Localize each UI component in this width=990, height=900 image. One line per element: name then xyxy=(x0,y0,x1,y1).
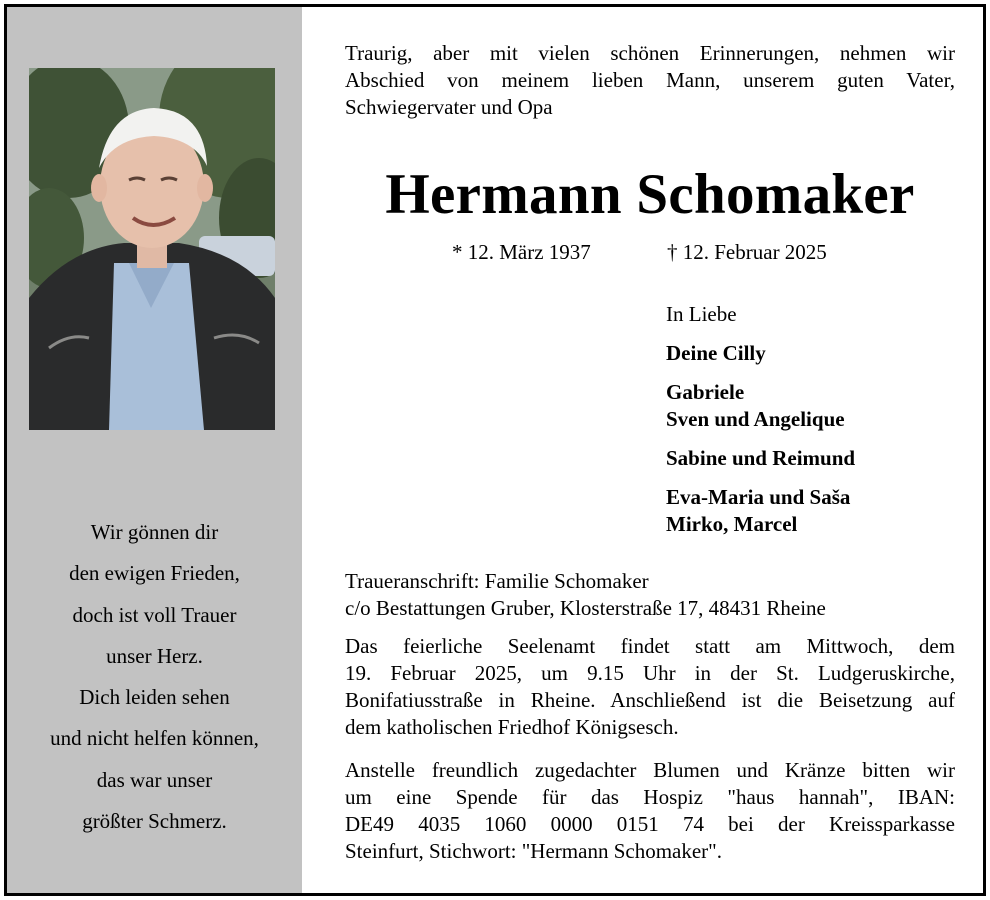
death-date: † 12. Februar 2025 xyxy=(667,240,827,264)
mourners-list xyxy=(666,301,855,550)
intro-line: Abschied von meinem lieben Mann, unserem guten Vater, xyxy=(345,68,955,92)
donation-line: Steinfurt, Stichwort: "Hermann Schomaker". xyxy=(345,839,722,863)
service-line: dem katholischen Friedhof Königsesch. xyxy=(345,715,679,739)
donation-line: um eine Spende für das Hospiz "haus hannah", IBAN: xyxy=(345,785,955,809)
address-line: Traueranschrift: Familie Schomaker xyxy=(345,569,649,593)
mourner-name: Gabriele xyxy=(666,380,745,404)
birth-date: * 12. März 1937 xyxy=(452,240,591,264)
mourner-group xyxy=(666,340,855,367)
service-line: 19. Februar 2025, um 9.15 Uhr in der St. Ludgeruskirche, xyxy=(345,661,955,685)
mourner-group xyxy=(666,484,855,538)
donation-line: Anstelle freundlich zugedachter Blumen und Kränze bitten wir xyxy=(345,758,955,782)
mourner-group xyxy=(666,445,855,472)
poem-line: Dich leiden sehen xyxy=(79,685,230,710)
intro-line: Schwiegervater und Opa xyxy=(345,95,553,119)
portrait-photo xyxy=(29,68,275,430)
sidebar-panel xyxy=(7,7,302,893)
mourner-name: Sabine und Reimund xyxy=(666,446,856,470)
address-line: c/o Bestattungen Gruber, Klosterstraße 17, 48431 Rheine xyxy=(345,596,826,620)
mourner-name: Sven und Angelique xyxy=(666,407,845,431)
poem-line: den ewigen Frieden, xyxy=(69,561,240,586)
mourner-name: Eva-Maria und Saša xyxy=(666,485,851,509)
mourning-address xyxy=(345,568,955,622)
portrait-illustration xyxy=(29,68,275,430)
poem-line: größter Schmerz. xyxy=(82,809,227,834)
poem xyxy=(7,512,302,842)
poem-line: unser Herz. xyxy=(106,643,203,668)
donation-line: DE49 4035 1060 0000 0151 74 bei der Kreissparkasse xyxy=(345,812,955,836)
deceased-name: Hermann Schomaker xyxy=(385,163,915,226)
donation-info xyxy=(345,757,955,865)
intro-text xyxy=(345,40,955,121)
intro-line: Traurig, aber mit vielen schönen Erinnerungen, nehmen wir xyxy=(345,41,955,65)
mourner-group xyxy=(666,379,855,433)
main-content xyxy=(345,7,955,893)
service-line: Das feierliche Seelenamt findet statt am Mittwoch, dem xyxy=(345,634,955,658)
service-line: Bonifatiusstraße in Rheine. Anschließend ist die Beisetzung auf xyxy=(345,688,955,712)
mourner-name: Deine Cilly xyxy=(666,341,766,365)
poem-line: doch ist voll Trauer xyxy=(72,602,237,627)
obituary-notice xyxy=(4,4,986,896)
poem-line: Wir gönnen dir xyxy=(90,520,219,544)
service-info xyxy=(345,633,955,741)
poem-line: und nicht helfen können, xyxy=(50,726,259,751)
in-love-line: In Liebe xyxy=(666,302,737,326)
poem-line: das war unser xyxy=(96,767,213,792)
mourner-name: Mirko, Marcel xyxy=(666,512,798,536)
